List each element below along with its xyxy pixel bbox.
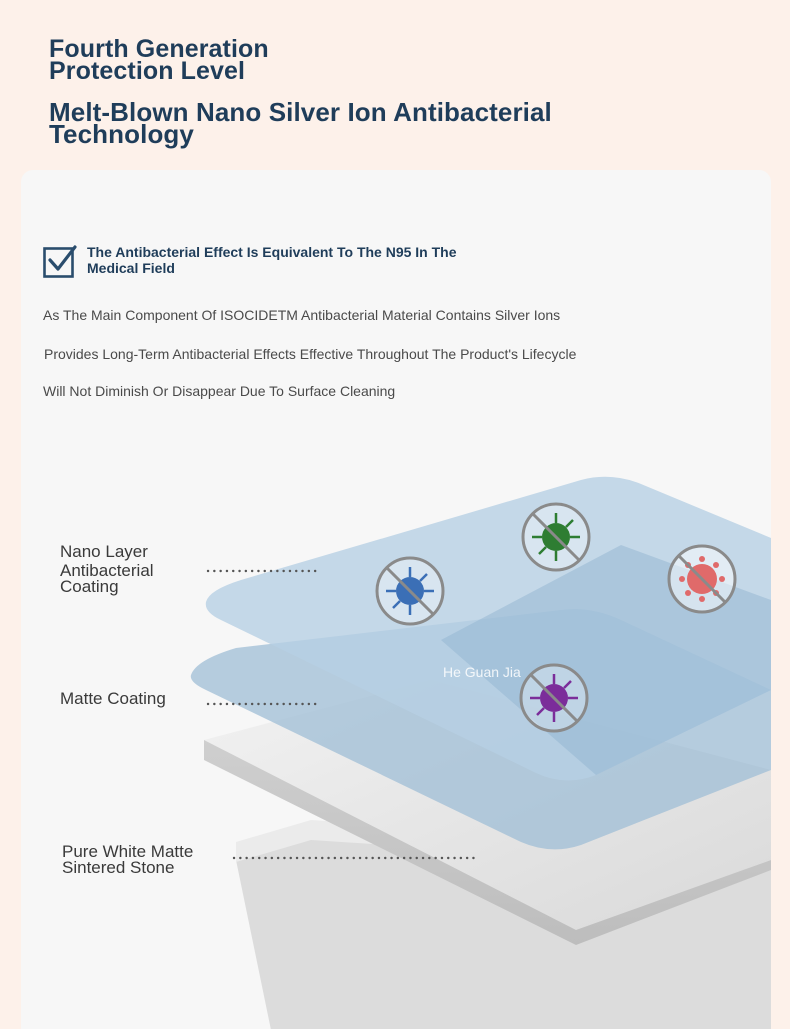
subtitle-line-2: Technology bbox=[49, 119, 194, 149]
description-line-2: Provides Long-Term Antibacterial Effects Effective Throughout The Product's Lifecycle bbox=[44, 346, 577, 362]
virus-blue-icon bbox=[377, 558, 443, 624]
layer-illustration bbox=[21, 170, 771, 1029]
label-nano-line-3: Coating bbox=[60, 577, 119, 596]
title-line-1: Fourth Generation bbox=[49, 35, 269, 63]
page-subtitle bbox=[49, 97, 552, 149]
virus-green-icon bbox=[523, 504, 589, 570]
content-panel bbox=[21, 170, 771, 1029]
feature-heading-line-1: The Antibacterial Effect Is Equivalent To The N95 In The bbox=[87, 244, 457, 260]
label-nano-line-2: Antibacterial bbox=[60, 561, 154, 580]
label-stone-line-1: Pure White Matte bbox=[62, 842, 194, 861]
virus-purple-icon bbox=[521, 665, 587, 731]
label-nano-layer bbox=[60, 544, 154, 595]
label-matte-coating: Matte Coating bbox=[60, 689, 166, 708]
title-line-2: Protection Level bbox=[49, 57, 246, 85]
label-stone-line-2: Sintered Stone bbox=[62, 858, 175, 877]
description-line-3: Will Not Diminish Or Disappear Due To Surface Cleaning bbox=[43, 383, 396, 399]
label-nano-line-1: Nano Layer bbox=[60, 542, 148, 561]
description-line-1: As The Main Component Of ISOCIDETM Antibacterial Material Contains Silver Ions bbox=[43, 307, 561, 323]
label-sintered-stone bbox=[62, 844, 193, 876]
watermark: He Guan Jia bbox=[443, 664, 521, 680]
feature-heading-line-2: Medical Field bbox=[87, 260, 175, 276]
page-title bbox=[49, 35, 269, 85]
subtitle-line-1: Melt-Blown Nano Silver Ion Antibacterial bbox=[49, 97, 552, 127]
virus-red-icon bbox=[669, 546, 735, 612]
